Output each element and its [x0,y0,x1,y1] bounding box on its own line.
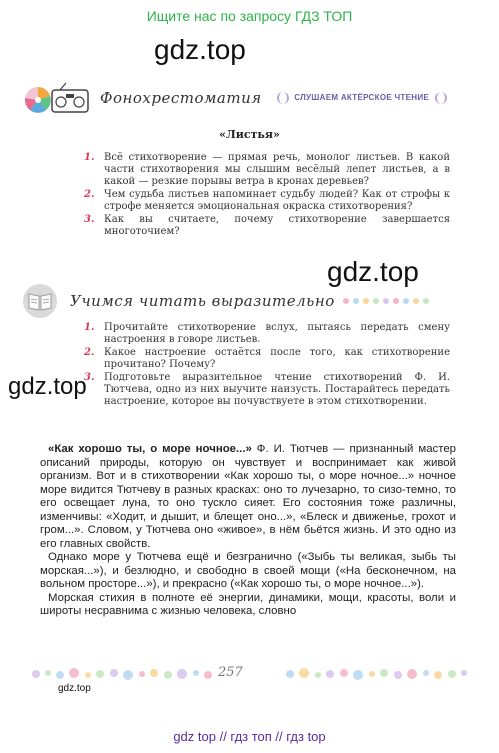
page-number: 257 [218,665,243,680]
question-item [84,189,450,213]
paragraph [40,443,456,551]
question-number: 3. [84,372,95,383]
question-number: 3. [84,214,95,225]
listen-pill [274,92,450,104]
watermark: gdz.top [154,34,246,65]
question-number: 1. [84,322,95,333]
question-text: Чем судьба листьев напоминает судьбу людей? Как от строфы к строфе меняется эмоциональная окраска стихотворения? [104,189,450,212]
pill-label: СЛУШАЕМ АКТЁРСКОЕ ЧТЕНИЕ [294,93,430,103]
poem-title: «Листья» [219,128,280,141]
question-item [84,322,450,346]
wave-icon [435,92,447,104]
question-item [84,347,450,371]
search-banner: Ищите нас по запросу ГДЗ ТОП [146,8,353,24]
article-body [40,443,456,619]
question-number: 2. [84,347,95,358]
paragraph: Однако море у Тютчева ещё и безгранично («Зыбь ты великая, зыбь ты морская...»), и безлюдно, и свободно в своей мощи («На бесконечном, на вольном просторе...»), и прекрасно («Как хорошо ты, о море ночное...»). [40,551,456,590]
question-text: Какое настроение остаётся после того, как стихотворение прочитано? Почему? [104,347,450,370]
section-title: Фонохрестоматия [100,89,262,107]
section-title: Учимся читать выразительно [70,292,335,310]
footer-decoration [30,665,470,683]
watermark: gdz.top [58,683,91,694]
bottom-links[interactable]: gdz top // гдз топ // гдз top [173,729,326,744]
paragraph: Морская стихия в полноте её энергии, динамики, мощи, красоты, воли и широты несравнима с жизнью человека, словно [40,591,456,617]
open-book-icon [22,283,62,319]
question-text: Всё стихотворение — прямая речь, монолог листьев. В какой части стихотворения мы слышим весёлый лепет листьев, а в какой — резкие порывы ветра в кронах деревьев? [104,152,450,187]
question-list [84,322,450,409]
question-list [84,152,450,239]
question-item [84,152,450,188]
music-disc-radio-icon [22,80,92,116]
section-header-reading [22,283,429,319]
question-item [84,372,450,408]
decorative-dots [343,298,429,304]
section-header-audio [22,80,450,116]
question-text: Подготовьте выразительное чтение стихотворений Ф. И. Тютчева, одно из них выучите наизусть. Постарайтесь передать настроение, которое вы почувствуете в этом стихотворении. [104,372,450,407]
question-number: 1. [84,152,95,163]
wave-icon [277,92,289,104]
question-item [84,214,450,238]
question-text: Прочитайте стихотворение вслух, пытаясь передать смену настроения в говоре листьев. [104,322,450,345]
question-text: Как вы считаете, почему стихотворение завершается многоточием? [104,214,450,237]
poem-reference: «Как хорошо ты, о море ночное...» [48,443,252,455]
watermark: gdz.top [327,256,419,287]
watermark: gdz.top [8,373,87,400]
paragraph-text: Ф. И. Тютчев — признанный мастер описаний природы, которую он чувствует и воспринимает как живой организм. Вот и в стихотворении «Как хорошо ты, о море ночное...» ночное море видится Тютчеву в разных красках: оно то лучезарно, то сизо-темно, то его освещает луна, то оно тускло сияет. Его состояния тоже различны, изменчивы: «Ходит, и дышит, и блещет оно...», «Блеск и движенье, грохот и гром...». Словом, у Тютчева оно «живое», в нём бьётся жизнь. И это одно из его главных свойств. [40,443,456,550]
question-number: 2. [84,189,95,200]
